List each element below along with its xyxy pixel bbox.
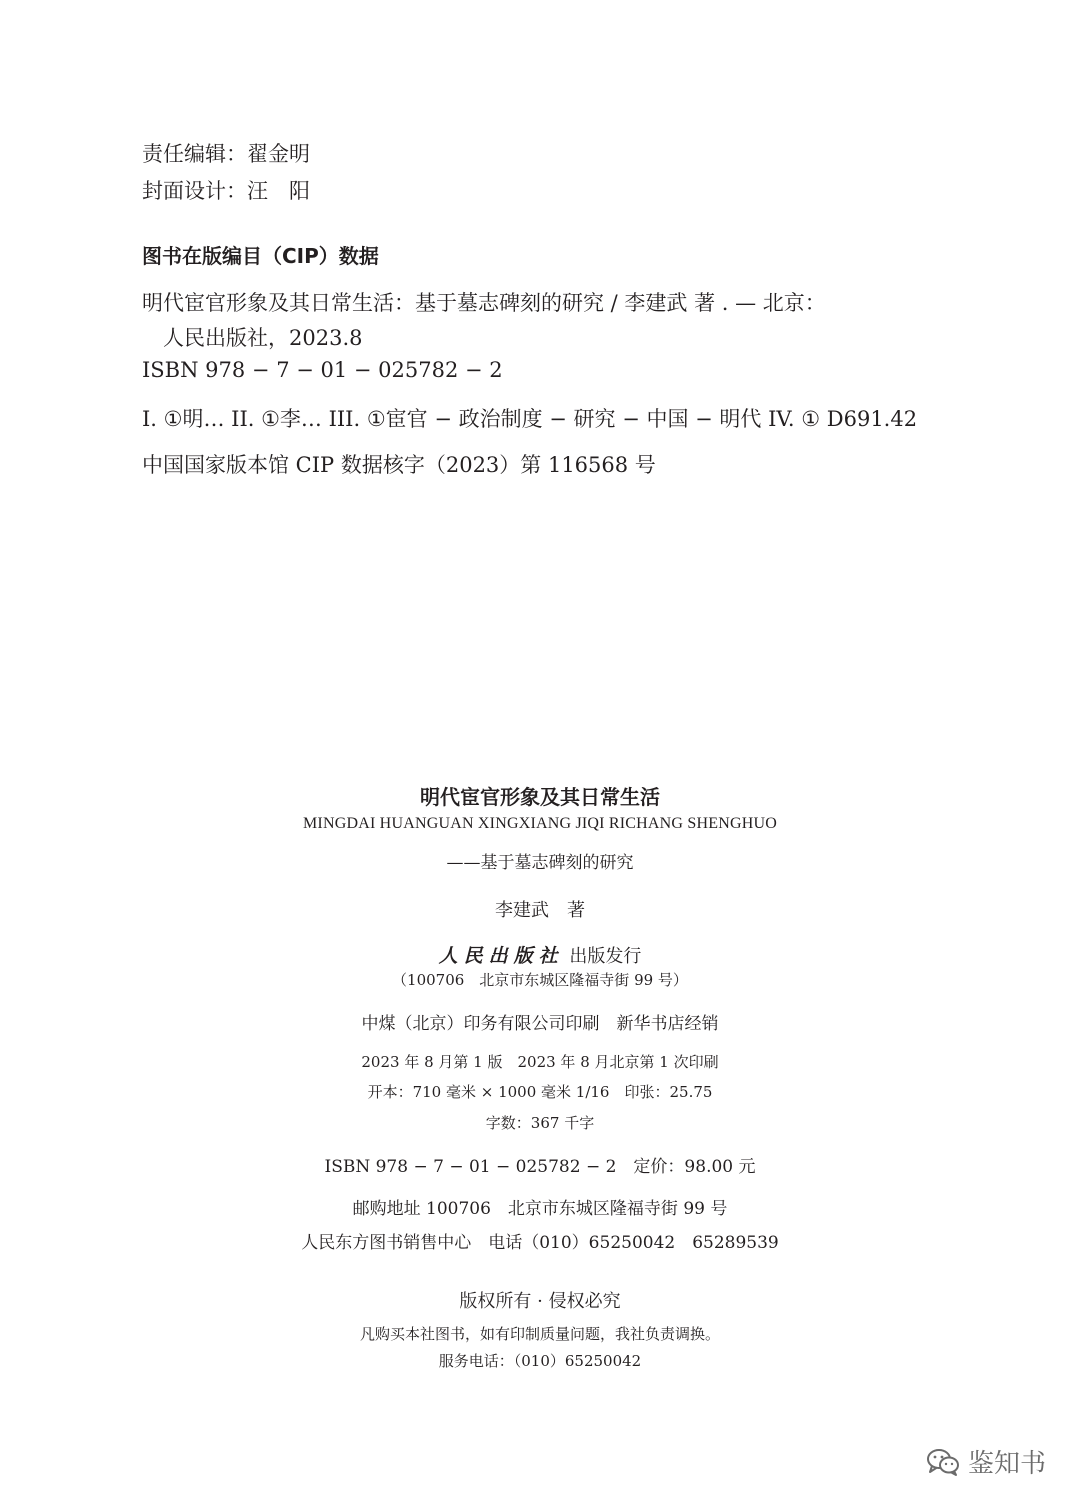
cip-verification: 中国国家版本馆 CIP 数据核字（2023）第 116568 号: [142, 453, 656, 477]
book-title: 明代宦官形象及其日常生活: [420, 785, 660, 809]
edition-info: 2023 年 8 月第 1 版 2023 年 8 月北京第 1 次印刷: [361, 1053, 719, 1071]
watermark-text: 鉴知书: [967, 1449, 1046, 1479]
quality-notice: 凡购买本社图书，如有印制质量问题，我社负责调换。: [359, 1325, 720, 1343]
publisher-suffix: 出版发行: [563, 946, 642, 967]
format-info: 开本：710 毫米 × 1000 毫米 1/16 印张：25.75: [367, 1083, 713, 1101]
cip-publisher-line: 人民出版社，2023.8: [163, 326, 363, 350]
isbn-price: ISBN 978 − 7 − 01 − 025782 − 2 定价：98.00 元: [324, 1157, 756, 1177]
publisher-logo: 人民出版社: [438, 945, 564, 967]
publisher-line: [0, 941, 1080, 968]
cip-title-line: 明代宦官形象及其日常生活：基于墓志碑刻的研究 / 李建武 著 . — 北京：: [142, 291, 826, 315]
copyright-notice: 版权所有 · 侵权必究: [459, 1291, 621, 1312]
sales-contact: 人民东方图书销售中心 电话（010）65250042 65289539: [301, 1233, 779, 1253]
book-author: 李建武 著: [495, 900, 585, 921]
word-count: 字数：367 千字: [485, 1114, 595, 1132]
printer-distributor: 中煤（北京）印务有限公司印刷 新华书店经销: [361, 1014, 719, 1034]
book-title-pinyin: MINGDAI HUANGUAN XINGXIANG JIQI RICHANG SHENGHUO: [302, 815, 777, 832]
cip-isbn: ISBN 978 − 7 − 01 − 025782 − 2: [142, 358, 503, 382]
cip-classification: I. ①明… II. ①李… III. ①宦官 − 政治制度 − 研究 − 中国 − 明代 IV. ① D691.42: [142, 407, 918, 431]
book-subtitle: ——基于墓志碑刻的研究: [446, 853, 634, 873]
cip-heading: 图书在版编目（CIP）数据: [142, 244, 379, 268]
mail-address: 邮购地址 100706 北京市东城区隆福寺街 99 号: [352, 1199, 728, 1219]
watermark: [926, 1443, 1046, 1480]
publisher-address: （100706 北京市东城区隆福寺街 99 号）: [392, 971, 688, 989]
cover-design: 封面设计：汪 阳: [142, 179, 310, 203]
service-phone: 服务电话：（010）65250042: [438, 1352, 642, 1370]
wechat-icon: [926, 1447, 960, 1477]
responsible-editor: 责任编辑：翟金明: [142, 142, 310, 166]
